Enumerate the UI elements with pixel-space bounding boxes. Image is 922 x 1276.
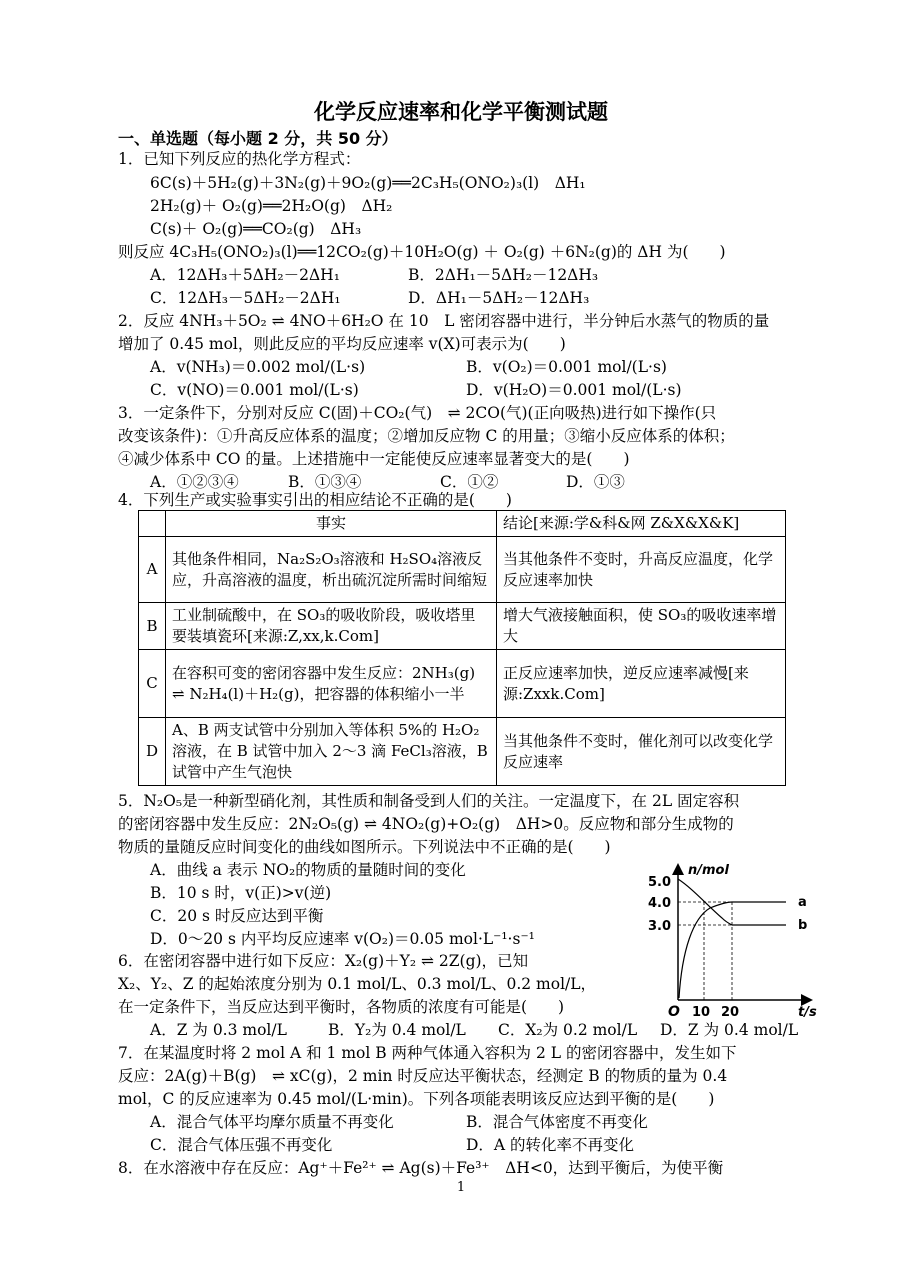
q6-option-a: A．Z 为 0.3 mol/L [150,1021,287,1039]
q5-option-c: C．20 s 时反应达到平衡 [150,907,324,925]
q7-stem-line-2: 反应：2A(g)＋B(g) ⇌ xC(g)，2 min 时反应达平衡状态，经测定 B 的物质的量为 0.4 [118,1067,728,1085]
q3-stem-line-2: 改变该条件)：①升高反应体系的温度；②增加反应物 C 的用量；③缩小反应体系的体积； [118,427,735,445]
q1-option-b: B．2ΔH₁－5ΔH₂－12ΔH₃ [408,266,599,284]
q7-option-a: A．混合气体平均摩尔质量不再变化 [150,1113,394,1131]
table-row [139,718,786,786]
curve-a [679,902,786,998]
q3-option-c: C．①② [440,473,499,491]
q6-stem-line-3: 在一定条件下，当反应达到平衡时，各物质的浓度有可能是( ) [118,998,565,1016]
q1-equation-3: C(s)＋ O₂(g)══CO₂(g) ΔH₃ [150,220,362,238]
row-conclusion: 当其他条件不变时，升高反应温度，化学反应速率加快 [497,537,786,603]
q2-stem-line-2: 增加了 0.45 mol，则此反应的平均反应速率 v(X)可表示为( ) [118,335,566,353]
q5-option-d: D．0～20 s 内平均反应速率 v(O₂)＝0.05 mol·L⁻¹·s⁻¹ [150,930,535,948]
q5-stem-line-3: 物质的量随反应时间变化的曲线如图所示。下列说法中不正确的是( ) [118,838,611,856]
row-fact: A、B 两支试管中分别加入等体积 5%的 H₂O₂溶液，在 B 试管中加入 2～3 滴 FeCl₃溶液，B 试管中产生气泡快 [166,718,497,786]
table-row [139,650,786,718]
q1-option-c: C．12ΔH₃－5ΔH₂－2ΔH₁ [150,289,341,307]
q7-stem-line-1: 7．在某温度时将 2 mol A 和 1 mol B 两种气体通入容积为 2 L 的密闭容器中，发生如下 [118,1044,737,1062]
row-tag: A [139,537,166,603]
row-tag: C [139,650,166,718]
q3-option-a: A．①②③④ [150,473,239,491]
q5-stem-line-2: 的密闭容器中发生反应：2N₂O₅(g) ⇌ 4NO₂(g)+O₂(g) ΔH>0。反应物和部分生成物的 [118,815,734,833]
q1-option-d: D．ΔH₁－5ΔH₂－12ΔH₃ [408,289,590,307]
row-conclusion: 正反应速率加快，逆反应速率减慢[来源:Zxxk.Com] [497,650,786,718]
row-tag: D [139,718,166,786]
q2-stem-line-1: 2．反应 4NH₃＋5O₂ ⇌ 4NO＋6H₂O 在 10 L 密闭容器中进行，半分钟后水蒸气的物质的量 [118,312,770,330]
q7-option-c: C．混合气体压强不再变化 [150,1136,333,1154]
q3-option-d: D．①③ [566,473,625,491]
q8-stem-line-1: 8．在水溶液中存在反应：Ag⁺＋Fe²⁺ ⇌ Ag(s)＋Fe³⁺ ΔH<0，达到平衡后，为使平衡 [118,1159,724,1177]
q1-equation-1: 6C(s)＋5H₂(g)＋3N₂(g)＋9O₂(g)══2C₃H₅(ONO₂)₃(l) ΔH₁ [150,174,586,192]
q3-stem-line-1: 3．一定条件下，分别对反应 C(固)＋CO₂(气) ⇌ 2CO(气)(正向吸热)进行如下操作(只 [118,404,717,422]
row-fact: 其他条件相同，Na₂S₂O₃溶液和 H₂SO₄溶液反应，升高溶液的温度，析出硫沉淀所需时间缩短 [166,537,497,603]
q1-stem: 1．已知下列反应的热化学方程式： [118,150,361,168]
q5-option-a: A．曲线 a 表示 NO₂的物质的量随时间的变化 [150,861,466,879]
q2-option-b: B．v(O₂)＝0.001 mol/(L·s) [466,358,667,376]
table-header-fact: 事实 [166,511,497,537]
q6-option-d: D．Z 为 0.4 mol/L [660,1021,799,1039]
x-axis-label: t/s [798,1005,817,1020]
row-conclusion: 当其他条件不变时，催化剂可以改变化学反应速率 [497,718,786,786]
page-number: 1 [456,1180,466,1195]
q2-option-a: A．v(NH₃)＝0.002 mol/(L·s) [150,358,366,376]
curve-b-label: b [798,918,808,933]
q6-stem-line-2: X₂、Y₂、Z 的起始浓度分别为 0.1 mol/L、0.3 mol/L、0.2 mol/L， [118,975,597,993]
q2-option-c: C．v(NO)＝0.001 mol/(L·s) [150,381,359,399]
q7-option-d: D．A 的转化率不再变化 [466,1136,635,1154]
row-fact: 在容积可变的密闭容器中发生反应：2NH₃(g) ⇌ N₂H₄(l)＋H₂(g)，把容器的体积缩小一半 [166,650,497,718]
q5-option-b: B．10 s 时，v(正)>v(逆) [150,884,332,902]
row-fact: 工业制硫酸中，在 SO₃的吸收阶段，吸收塔里要装填瓷环[来源:Z,xx,k.Com] [166,603,497,650]
y-tick-label: 4.0 [648,896,672,911]
y-tick-label: 5.0 [648,875,672,890]
row-tag: B [139,603,166,650]
q2-option-d: D．v(H₂O)＝0.001 mol/(L·s) [466,381,682,399]
q5-stem-line-1: 5．N₂O₅是一种新型硝化剂，其性质和制备受到人们的关注。一定温度下，在 2L 固定容积 [118,792,740,810]
origin-label: O [668,1004,680,1020]
row-conclusion: 增大气液接触面积，使 SO₃的吸收速率增大 [497,603,786,650]
q3-stem-line-3: ④减少体系中 CO 的量。上述措施中一定能使反应速率显著变大的是( ) [118,450,630,468]
table-row [139,537,786,603]
q1-equation-2: 2H₂(g)＋ O₂(g)══2H₂O(g) ΔH₂ [150,197,393,215]
q4-stem: 4．下列生产或实验事实引出的相应结论不正确的是( ) [118,491,512,509]
y-axis-label: n/mol [688,863,729,878]
q3-option-b: B．①③④ [288,473,362,491]
page-title: 化学反应速率和化学平衡测试题 [314,100,608,124]
q6-option-b: B．Y₂为 0.4 mol/L [328,1021,466,1039]
q6-option-c: C．X₂为 0.2 mol/L [498,1021,638,1039]
curve-a-label: a [798,895,807,910]
q1-question: 则反应 4C₃H₅(ONO₂)₃(l)══12CO₂(g)＋10H₂O(g) ＋ O₂(g) ＋6N₂(g)的 ΔH 为( ) [118,243,726,261]
q5-graph [648,860,818,1020]
table-row [139,603,786,650]
q7-stem-line-3: mol，C 的反应速率为 0.45 mol/(L·min)。下列各项能表明该反应达到平衡的是( ) [118,1090,715,1108]
table-header-blank [139,511,166,537]
section-heading: 一、单选题（每小题 2 分，共 50 分） [118,129,398,148]
y-tick-label: 3.0 [648,919,672,934]
table-header-row [139,511,786,537]
x-tick-label: 20 [721,1005,740,1020]
q1-option-a: A．12ΔH₃＋5ΔH₂－2ΔH₁ [150,266,340,284]
q7-option-b: B．混合气体密度不再变化 [466,1113,648,1131]
q4-table [138,510,786,786]
x-tick-label: 10 [692,1005,711,1020]
table-header-conclusion: 结论[来源:学&科&网 Z&X&X&K] [497,511,786,537]
q6-stem-line-1: 6．在密闭容器中进行如下反应：X₂(g)＋Y₂ ⇌ 2Z(g)，已知 [118,952,529,970]
